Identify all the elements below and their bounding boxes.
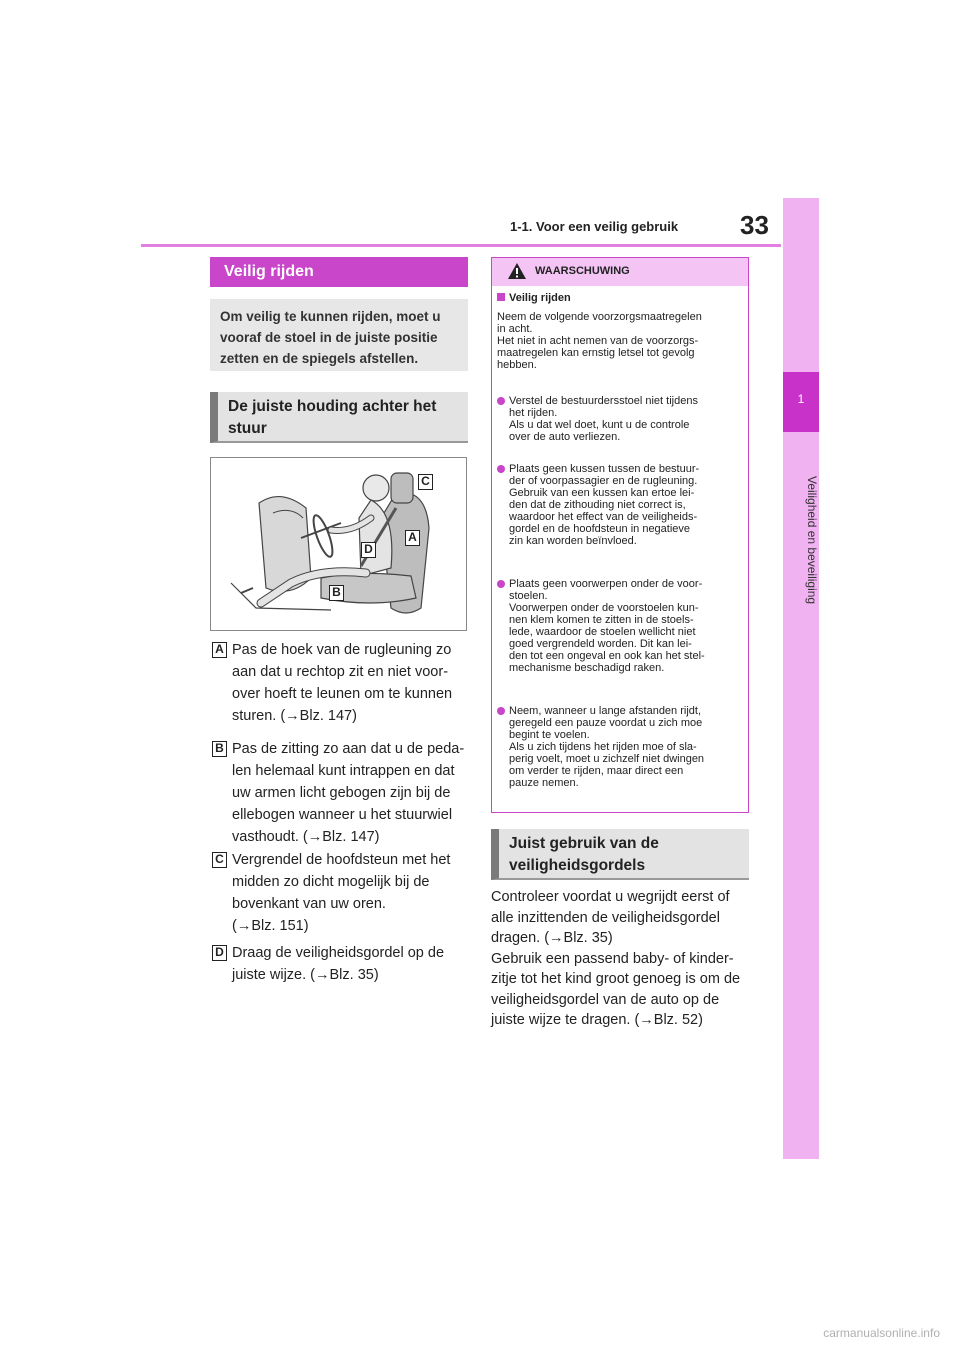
- bullet-dot-icon: [497, 465, 505, 473]
- figure-label-d: D: [361, 542, 376, 558]
- chapter-number: 1: [797, 392, 805, 406]
- warning-bullet-4: Neem, wanneer u lange afstanden rijdt, geregeld een pauze voordat u zich moe begint te voelen. Als u zich tijdens het rijden moe of sla- perig voelt, moet u zichzelf niet dwingen om verder te rijden, maar direct een pauze nemen.: [509, 705, 705, 789]
- item-c-text: Vergrendel de hoofdsteun met het midden zo dicht mogelijk bij de bovenkant van uw oren. (→Blz. 151): [232, 852, 451, 934]
- item-d-text: Draag de veiligheidsgordel op de juiste wijze. (→Blz. 35): [232, 945, 445, 983]
- warning-title: WAARSCHUWING: [535, 265, 630, 277]
- bullet-dot-icon: [497, 397, 505, 405]
- warning-bullet-2: Plaats geen kussen tussen de bestuur- der of voorpassagier en de rugleuning. Gebruik van een kussen kan ertoe lei- den dat de zithouding niet correct is, waardoor het effect van de veiligheids- gordel en de hoofdsteun in negatieve zin kan worden beïnvloed.: [509, 463, 700, 547]
- chapter-side-tab: [783, 198, 819, 1159]
- item-d-label: D: [212, 945, 227, 961]
- item-a-label: A: [212, 642, 227, 658]
- warning-bullet-3: Plaats geen voorwerpen onder de voor- stoelen. Voorwerpen onder de voorstoelen kun- nen klem komen te zitten in de stoels- lede, waardoor de stoelen wellicht niet goed vergrendeld worden. Dit kan lei- den tot een ongeval en ook kan het stel- mechanisme beschadigd raken.: [509, 578, 705, 674]
- warning-triangle-icon: [507, 262, 527, 280]
- figure-label-b: B: [329, 585, 344, 601]
- page-number: 33: [740, 210, 769, 240]
- bullet-dot-icon: [497, 580, 505, 588]
- figure-label-a: A: [405, 530, 420, 546]
- section-title: 1-1. Voor een veilig gebruik: [510, 219, 679, 234]
- figure-label-c: C: [418, 474, 433, 490]
- footer-watermark[interactable]: carmanualsonline.info: [823, 1326, 940, 1340]
- section-pill-title: Veilig rijden: [210, 257, 468, 287]
- warning-subtitle: Veilig rijden: [509, 292, 571, 304]
- warning-bullet-1: Verstel de bestuurdersstoel niet tijdens het rijden. Als u dat wel doet, kunt u de controle over de auto verliezen.: [509, 395, 698, 443]
- driving-posture-figure: [210, 457, 467, 631]
- header-rule: [141, 244, 781, 247]
- heading-seatbelt-use: Juist gebruik van de veiligheidsgordels: [491, 829, 749, 880]
- heading-driving-posture: De juiste houding achter het stuur: [210, 392, 468, 443]
- square-bullet-icon: [497, 293, 505, 301]
- warning-intro: Neem de volgende voorzorgsmaatregelen in acht. Het niet in acht nemen van de voorzorgs- maatregelen kan ernstig letsel tot gevolg hebben.: [497, 311, 702, 371]
- item-c-label: C: [212, 852, 227, 868]
- chapter-title: Veiligheid en beveiliging: [805, 475, 819, 605]
- item-a-text: Pas de hoek van de rugleuning zo aan dat u rechtop zit en niet voor- over hoeft te leunen om te kunnen sturen. (→Blz. 147): [232, 642, 453, 724]
- item-b-text: Pas de zitting zo aan dat u de peda- len helemaal kunt intrappen en dat uw armen licht gebogen zijn bij de ellebogen wanneer u het stuurwiel vasthoudt. (→Blz. 147): [232, 741, 465, 845]
- bullet-dot-icon: [497, 707, 505, 715]
- item-b-label: B: [212, 741, 227, 757]
- seatbelt-body-text: Controleer voordat u wegrijdt eerst of alle inzittenden de veiligheidsgordel dragen. (→Blz. 35) Gebruik een passend baby- of kinder- zitje tot het kind groot genoeg is om de veiligheidsgordel van de auto op de juiste wijze te dragen. (→Blz. 52): [491, 889, 741, 1028]
- warning-subtitle-row: [497, 292, 571, 304]
- intro-text: Om veilig te kunnen rijden, moet u vooraf de stoel in de juiste positie zetten en de spiegels afstellen.: [210, 299, 468, 371]
